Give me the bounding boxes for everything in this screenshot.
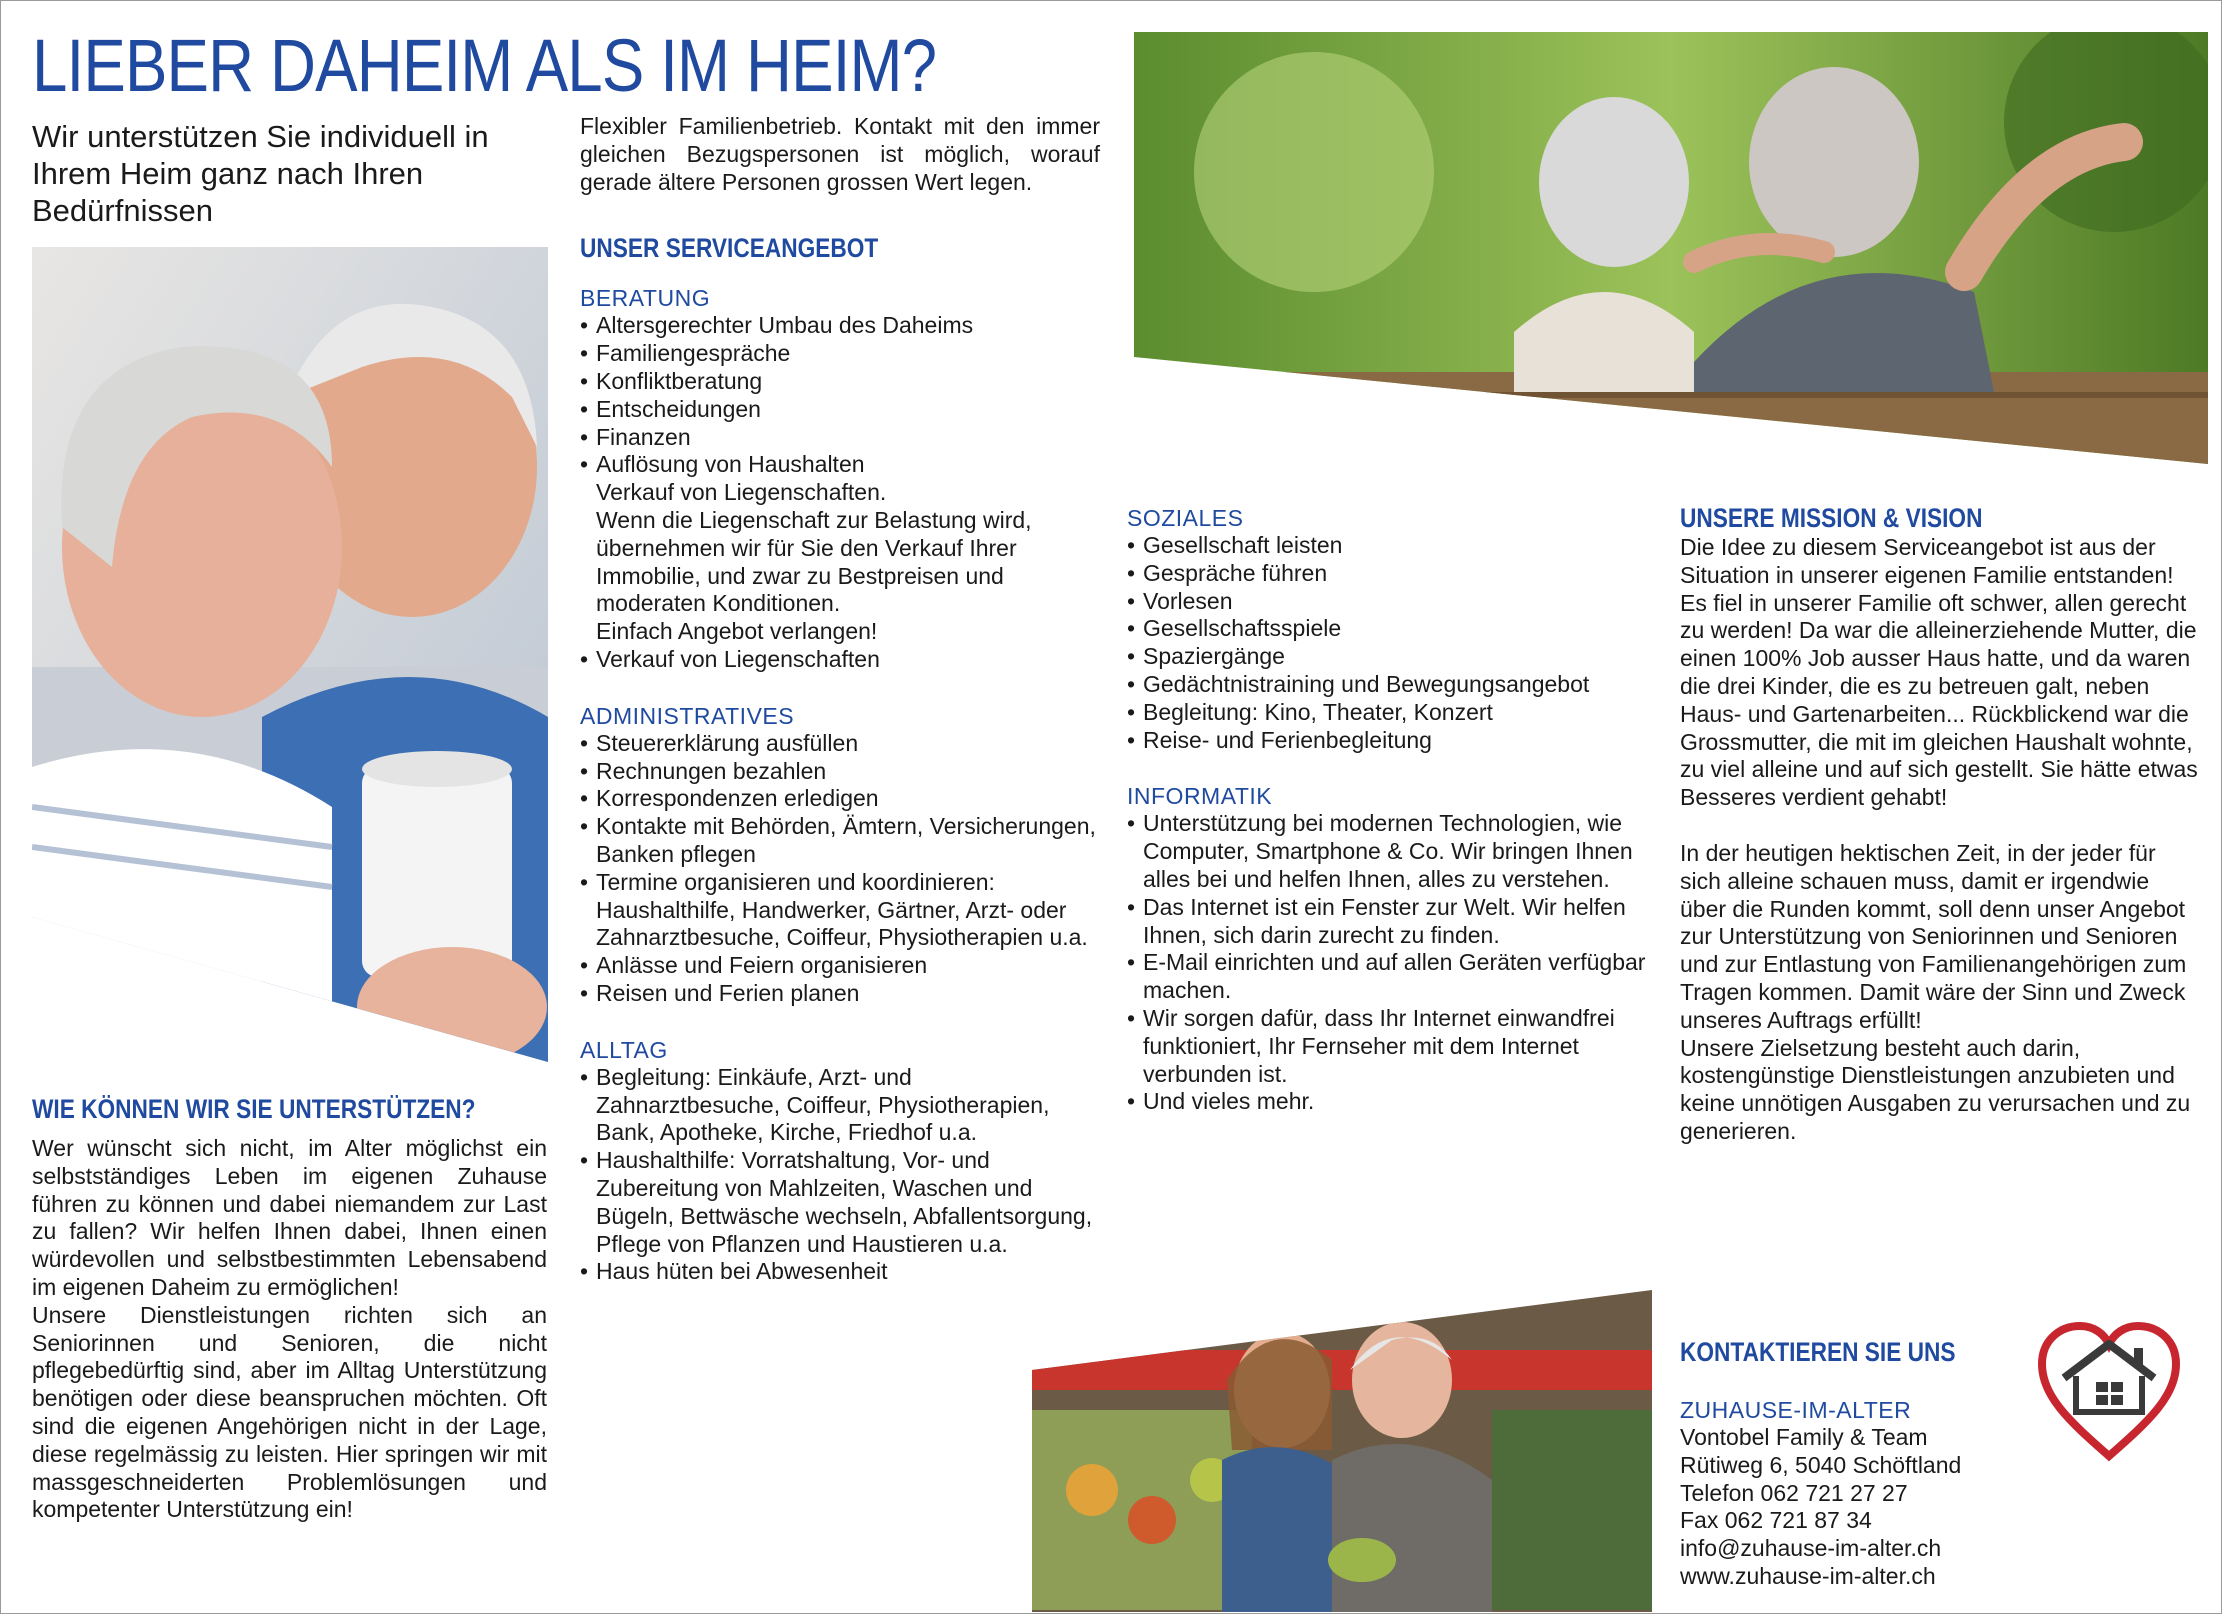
list-item-sub: Verkauf von Liegenschaften. <box>596 479 887 506</box>
photo-couple-bench <box>1134 32 2208 464</box>
list-item: • Begleitung: Kino, Theater, Konzert <box>1127 699 1647 727</box>
list-item: • Haushalthilfe: Vorratshaltung, Vor- und Zubereitung von Mahlzeiten, Waschen und Bügeln, Bettwäsche wechseln, Abfallentsorgung, Pflege von Pflanzen und Haustieren u.a. <box>580 1147 1100 1258</box>
support-section <box>32 1093 547 1524</box>
contact-company: ZUHAUSE-IM-ALTER <box>1680 1397 1912 1423</box>
list-item-sub: Einfach Angebot verlangen! <box>596 618 878 645</box>
list-item: • Reisen und Ferien planen <box>580 980 1100 1008</box>
photo-senior-couple <box>32 247 548 1062</box>
support-text-2: Unsere Dienstleistungen richten sich an Seniorinnen und Senioren, die nicht pflegebedürftig sind, aber im Alltag Unterstützung benötigen oder diese beanspruchen möchten. Oft sind die eigenen Angehörigen nicht in der Lage, diese regelmässig zu leisten. Hier springen wir mit massgeschneiderten Problemlösungen und kompetenter Unterstützung ein! <box>32 1301 547 1523</box>
photo-shopping <box>1032 1290 1652 1612</box>
list-item: • Reise- und Ferienbegleitung <box>1127 727 1647 755</box>
list-item-text: Auflösung von Haushalten <box>596 451 865 478</box>
list-item: • Kontakte mit Behörden, Ämtern, Versicherungen, Banken pflegen <box>580 813 1100 869</box>
alltag-section <box>580 1036 1100 1286</box>
mission-text: Unsere Zielsetzung besteht auch darin, kostengünstige Dienstleistungen anzubieten und keine unnötigen Ausgaben zu verursachen und zu generieren. <box>1680 1034 2191 1144</box>
list-item: • Und vieles mehr. <box>1127 1088 1647 1116</box>
list-item-sub: Wenn die Liegenschaft zur Belastung wird, übernehmen wir für Sie den Verkauf Ihrer Immobilie, und zwar zu Bestpreisen und moderaten Konditionen. <box>596 506 1032 617</box>
list-item: • Gedächtnistraining und Bewegungsangebot <box>1127 671 1647 699</box>
informatik-label: INFORMATIK <box>1127 783 1273 810</box>
alltag-label: ALLTAG <box>580 1036 668 1063</box>
list-item: • Termine organisieren und koordinieren: Haushalthilfe, Handwerker, Gärtner, Arzt- oder Zahnarztbesuche, Coiffeur, Physiotherapien u.a. <box>580 869 1100 952</box>
list-item: • Familiengespräche <box>580 340 1100 368</box>
administratives-label: ADMINISTRATIVES <box>580 702 795 729</box>
list-item: • Konfliktberatung <box>580 368 1100 396</box>
informatik-section <box>1127 782 1647 1116</box>
list-item: • Gesellschaft leisten <box>1127 532 1647 560</box>
mission-heading: UNSERE MISSION & VISION <box>1680 503 1983 533</box>
services-column-2 <box>1127 504 1647 1144</box>
contact-phone: Telefon 062 721 27 27 <box>1680 1479 1908 1506</box>
list-item: • Gespräche führen <box>1127 560 1647 588</box>
contact-address: Rütiweg 6, 5040 Schöftland <box>1680 1451 1962 1478</box>
page-subtitle: Wir unterstützen Sie individuell in Ihrem Heim ganz nach Ihren Bedürfnissen <box>32 119 489 228</box>
list-item: • Anlässe und Feiern organisieren <box>580 952 1100 980</box>
contact-line: Vontobel Family & Team <box>1680 1424 1928 1450</box>
mission-text: In der heutigen hektischen Zeit, in der jeder für sich alleine schauen muss, damit er irgendwie über die Runden kommt, soll denn unser Angebot zur Unterstützung von Seniorinnen und Senioren und zur Entlastung von Familienangehörigen zum Tragen kommen. Damit wäre der Sinn und Zweck unseres Auftrags erfüllt! <box>1680 839 2187 1033</box>
beratung-section <box>580 284 1100 673</box>
support-heading: WIE KÖNNEN WIR SIE UNTERSTÜTZEN? <box>32 1094 476 1124</box>
list-item: • Finanzen <box>580 424 1100 452</box>
services-column-1 <box>580 113 1100 1314</box>
soziales-label: SOZIALES <box>1127 505 1244 531</box>
list-item: • Spaziergänge <box>1127 643 1647 671</box>
contact-website-link[interactable]: www.zuhause-im-alter.ch <box>1680 1562 1936 1589</box>
mission-section <box>1680 502 2200 1146</box>
mission-text: Es fiel in unserer Familie oft schwer, allen gerecht zu werden! Da war die alleinerziehende Mutter, die einen 100% Job ausser Haus hatte, und da waren die drei Kinder, die es zu betreuen galt, neben Haus- und Gartenarbeiten... Rückblickend war die Grossmutter, die mit im gleichen Haushalt wohnte, zu viel alleine und auf sich gestellt. Sie hätte etwas Besseres verdient gehabt! <box>1680 589 2198 811</box>
contact-fax: Fax 062 721 87 34 <box>1680 1507 1872 1534</box>
contact-email-link[interactable]: info@zuhause-im-alter.ch <box>1680 1535 1942 1562</box>
list-item: • Korrespondenzen erledigen <box>580 785 1100 813</box>
administratives-section <box>580 702 1100 1008</box>
list-item: • Verkauf von Liegenschaften <box>580 646 1100 674</box>
list-item: • Gesellschaftsspiele <box>1127 615 1647 643</box>
logo-heart-house-icon <box>2034 1316 2184 1466</box>
list-item: • Rechnungen bezahlen <box>580 758 1100 786</box>
page-title: LIEBER DAHEIM ALS IM HEIM? <box>32 24 937 107</box>
mission-text: Die Idee zu diesem Serviceangebot ist aus der Situation in unserer eigenen Familie entstanden! <box>1680 534 2174 588</box>
services-heading: UNSER SERVICEANGEBOT <box>580 233 879 264</box>
list-item: • E-Mail einrichten und auf allen Geräten verfügbar machen. <box>1127 949 1647 1005</box>
list-item <box>580 451 1100 646</box>
beratung-label: BERATUNG <box>580 285 711 312</box>
list-item: • Unterstützung bei modernen Technologien, wie Computer, Smartphone & Co. Wir bringen Ihnen alles bei und helfen Ihnen, alles zu verstehen. <box>1127 810 1647 893</box>
support-text: Wer wünscht sich nicht, im Alter möglichst ein selbstständiges Leben im eigenen Zuhause führen zu können und dabei niemandem zur Last zu fallen? Wir helfen Ihnen dabei, Ihnen einen würdevollen und selbstbestimmten Lebensabend im eigenen Daheim zu ermöglichen! <box>32 1135 547 1300</box>
soziales-section <box>1127 504 1647 754</box>
list-item: • Das Internet ist ein Fenster zur Welt. Wir helfen Ihnen, sich darin zurecht zu finden. <box>1127 894 1647 950</box>
list-item: • Begleitung: Einkäufe, Arzt- und Zahnarztbesuche, Coiffeur, Physiotherapien, Bank, Apotheke, Kirche, Friedhof u.a. <box>580 1064 1100 1147</box>
intro-text: Flexibler Familienbetrieb. Kontakt mit den immer gleichen Bezugspersonen ist möglich, worauf gerade ältere Personen grossen Wert legen. <box>580 113 1100 195</box>
list-item: • Wir sorgen dafür, dass Ihr Internet einwandfrei funktioniert, Ihr Fernseher mit dem Internet verbunden ist. <box>1127 1005 1647 1088</box>
list-item: • Steuererklärung ausfüllen <box>580 730 1100 758</box>
list-item: • Altersgerechter Umbau des Daheims <box>580 312 1100 340</box>
list-item: • Haus hüten bei Abwesenheit <box>580 1258 1100 1286</box>
list-item: • Vorlesen <box>1127 588 1647 616</box>
list-item: • Entscheidungen <box>580 396 1100 424</box>
contact-heading: KONTAKTIEREN SIE UNS <box>1680 1337 1956 1367</box>
contact-section <box>1680 1336 2030 1591</box>
